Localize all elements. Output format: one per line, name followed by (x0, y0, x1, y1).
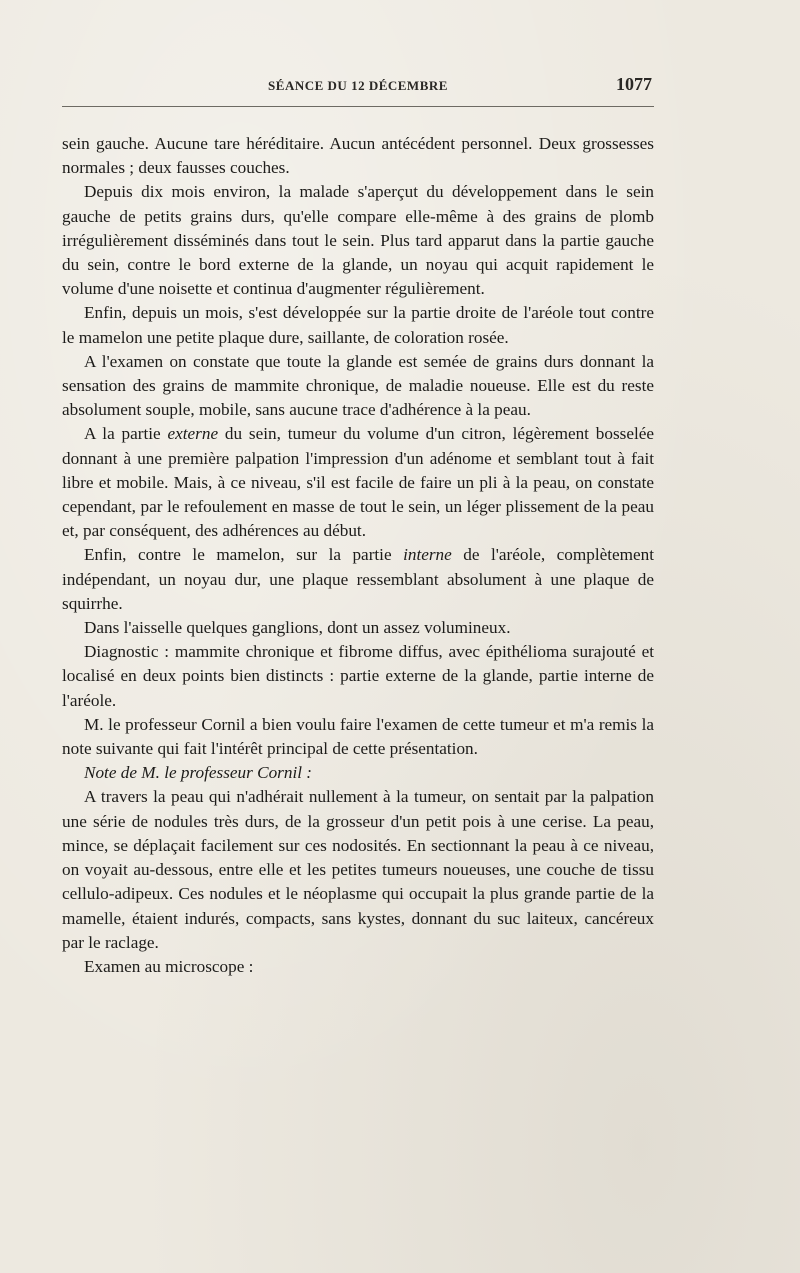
running-header (62, 72, 654, 104)
paragraph-11: A travers la peau qui n'adhérait nullement à la tumeur, on sentait par la palpation une série de nodules très durs, de la grosseur d'un petit pois à une cerise. La peau, mince, se déplaçait facilement sur ces nodosités. En sectionnant la peau à ce niveau, on voyait au-dessous, entre elle et les petites tumeurs noueuses, une couche de tissu cellulo-adipeux. Ces nodules et le néoplasme qui occupait la plus grande partie de la mamelle, étaient indurés, compacts, sans kystes, donnant du suc laiteux, cancéreux par le raclage. (62, 787, 654, 952)
paragraph-5-emphasis: externe (167, 424, 219, 444)
paragraph-7: Dans l'aisselle quelques ganglions, dont un assez volumineux. (84, 618, 511, 638)
paragraph-3: Enfin, depuis un mois, s'est développée sur la partie droite de l'aréole tout contre le mamelon une petite plaque dure, saillante, de coloration rosée. (62, 303, 654, 347)
paragraph-10-note-heading: Note de M. le professeur Cornil : (84, 763, 313, 783)
header-title-suffix: DÉCEMBRE (365, 78, 448, 93)
paragraph-6 (62, 543, 654, 616)
paragraph-4: A l'examen on constate que toute la glande est semée de grains durs donnant la sensation des grains de mammite chronique, de maladie noueuse. Elle est du reste absolument souple, mobile, sans aucune trace d'adhérence à la peau. (62, 351, 654, 420)
paragraph-6-emphasis: interne (403, 545, 452, 565)
body-text (62, 132, 654, 979)
book-page (62, 72, 654, 976)
header-title-prefix: SÉANCE DU (268, 78, 352, 93)
paragraph-8: Diagnostic : mammite chronique et fibrome diffus, avec épithélioma surajouté et localisé en deux points bien distincts : partie externe de la glande, partie interne de l'aréole. (62, 642, 654, 710)
paragraph-5-end: du sein, tumeur du volume d'un citron, légèrement bosselée donnant à une première palpation l'impression d'un adénome et semblant tout à fait libre et mobile. Mais, à ce niveau, s'il est facile de faire un pli à la peau, on constate cependant, par le refoulement en masse de tout le sein, un léger plissement de la peau et, par conséquent, des adhérences au début. (62, 424, 654, 541)
paragraph-12: Examen au microscope : (84, 956, 254, 976)
paragraph-1: sein gauche. Aucune tare héréditaire. Aucun antécédent personnel. Deux grossesses normales ; deux fausses couches. (62, 134, 654, 178)
paragraph-5 (62, 422, 654, 543)
paragraph-9: M. le professeur Cornil a bien voulu faire l'examen de cette tumeur et m'a remis la note suivante qui fait l'intérêt principal de cette présentation. (62, 714, 654, 759)
paragraph-6-start: Enfin, contre le mamelon, sur la partie (84, 545, 404, 565)
header-rule (62, 106, 654, 107)
page-number: 1077 (616, 74, 652, 94)
paragraph-6-end: de l'aréole, complètement indépendant, un noyau dur, une plaque ressemblant absolument à une plaque de squirrhe. (62, 545, 654, 613)
header-title-number: 12 (351, 78, 366, 93)
header-title (62, 78, 654, 94)
paragraph-2: Depuis dix mois environ, la malade s'aperçut du développement dans le sein gauche de petits grains durs, qu'elle compare elle-même à des grains de plomb irrégulièrement disséminés dans tout le sein. Plus tard apparut dans la partie gauche du sein, contre le bord externe de la glande, un noyau qui acquit rapidement le volume d'une noisette et continua d'augmenter régulièrement. (62, 182, 654, 299)
paragraph-5-start: A la partie (84, 424, 168, 444)
